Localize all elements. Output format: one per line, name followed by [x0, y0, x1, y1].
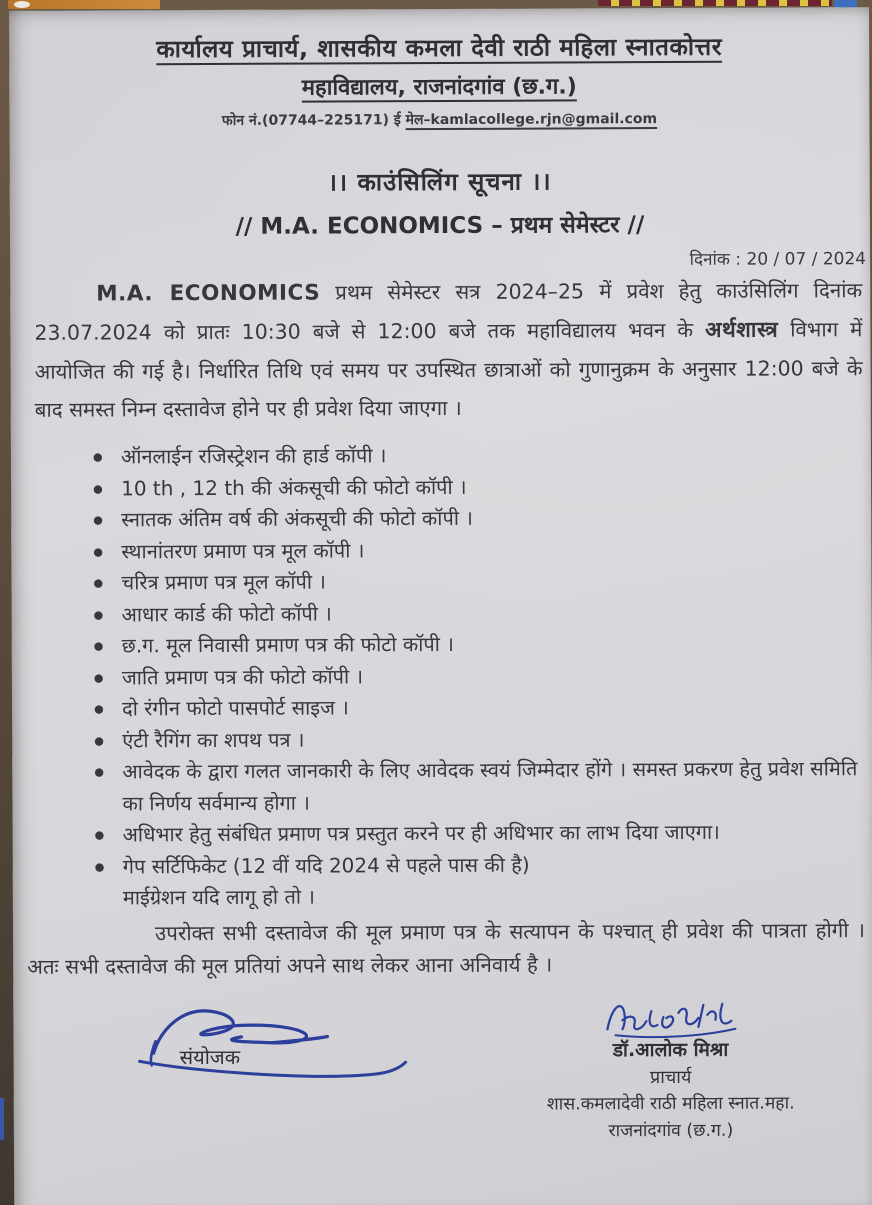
background-book-spine	[598, 0, 832, 6]
email-address: मेल–kamlacollege.rjn@gmail.com	[405, 111, 658, 129]
notice-paper	[9, 7, 872, 1205]
document-item: ● 10 th , 12 th की अंकसूची की फोटो कॉपी ।	[121, 470, 865, 505]
document-checklist	[11, 438, 867, 914]
document-item: ● आधार कार्ड की फोटो कॉपी ।	[122, 596, 866, 631]
phone-number: फोन नं.(07744–225171) ई	[221, 112, 406, 129]
principal-title: प्राचार्य	[649, 1066, 692, 1088]
document-item: ● दो रंगीन फोटो पासपोर्ट साइज ।	[122, 690, 866, 725]
convener-label: संयोजक	[179, 1044, 241, 1069]
background-blue-edge	[0, 1098, 4, 1140]
right-signature-block	[505, 994, 836, 1145]
document-item: ● स्थानांतरण प्रमाण पत्र मूल कॉपी ।	[121, 533, 865, 568]
document-item: ● जाति प्रमाण पत्र की फोटो कॉपी ।	[122, 659, 866, 694]
notice-subtitle: // M.A. ECONOMICS – प्रथम सेमेस्टर //	[235, 212, 645, 240]
intro-paragraph: M.A. ECONOMICS प्रथम सेमेस्टर सत्र 2024–25 में प्रवेश हेतु काउंसिलिंग दिनांक 23.07.2024 को प्रातः 10:30 बजे से 12:00 बजे तक महाविद्यालय भवन के अर्थशास्त्र विभाग में आयोजित की गई है। निर्धारित तिथि एवं समय पर उपस्थित छात्राओं को गुणानुक्रम के अनुसार 12:00 बजे के बाद समस्त निम्न दस्तावेज होने पर ही प्रवेश दिया जाएगा ।	[34, 278, 863, 422]
department-name: अर्थशास्त्र	[705, 317, 779, 343]
document-item: ● ऑनलाईन रजिस्ट्रेशन की हार्ड कॉपी ।	[121, 438, 865, 473]
college-place: राजनांदगांव (छ.ग.)	[608, 1120, 734, 1141]
letterhead-line2: महाविद्यालय, राजनांदगांव (छ.ग.)	[301, 74, 577, 101]
document-item: ● आवेदक के द्वारा गलत जानकारी के लिए आवेदक स्वयं जिम्मेदार होंगे । समस्त प्रकरण हेतु प्रवेश समिति का निर्णय सर्वमान्य होगा ।	[122, 753, 866, 819]
signature-row	[121, 994, 836, 1147]
document-item: ● एंटी रैगिंग का शपथ पत्र ।	[122, 722, 866, 757]
principal-signature-icon	[595, 994, 745, 1039]
notice-date: दिनांक : 20 / 07 / 2024	[689, 249, 867, 270]
college-short-name: शास.कमलादेवी राठी महिला स्नात.महा.	[546, 1092, 795, 1115]
document-item-continuation: माईग्रेशन यदि लागू हो तो ।	[122, 884, 316, 910]
principal-name: डॉ.आलोक मिश्रा	[612, 1038, 729, 1061]
letterhead-contact	[9, 108, 869, 131]
document-item: ● छ.ग. मूल निवासी प्रमाण पत्र की फोटो कॉपी ।	[122, 627, 866, 662]
left-signature-block	[121, 996, 421, 1107]
document-item: ● स्नातक अंतिम वर्ष की अंकसूची की फोटो कॉपी ।	[121, 501, 865, 536]
background-dot	[14, 1, 30, 8]
handwritten-signature-icon	[121, 996, 421, 1097]
document-item: ● चरित्र प्रमाण पत्र मूल कॉपी ।	[121, 564, 865, 599]
document-item: ● गेप सर्टिफिकेट (12 वीं यदि 2024 से पहले पास की है) माईग्रेशन यदि लागू हो तो ।	[123, 848, 867, 914]
document-item: ● अधिभार हेतु संबंधित प्रमाण पत्र प्रस्तुत करने पर ही अधिभार का लाभ दिया जाएगा।	[123, 816, 867, 851]
course-name: M.A. ECONOMICS	[96, 280, 321, 307]
letterhead-line1: कार्यालय प्राचार्य, शासकीय कमला देवी राठी महिला स्नातकोत्तर	[156, 32, 723, 64]
notice-title: ।। काउंसिलिंग सूचना ।।	[327, 167, 552, 197]
closing-paragraph: उपरोक्त सभी दस्तावेज की मूल प्रमाण पत्र के सत्यापन के पश्चात् ही प्रवेश की पात्रता होगी । अतः सभी दस्तावेज की मूल प्रतियां अपने साथ लेकर आना अनिवार्य है ।	[27, 917, 866, 979]
background-object-strip	[8, 0, 160, 9]
